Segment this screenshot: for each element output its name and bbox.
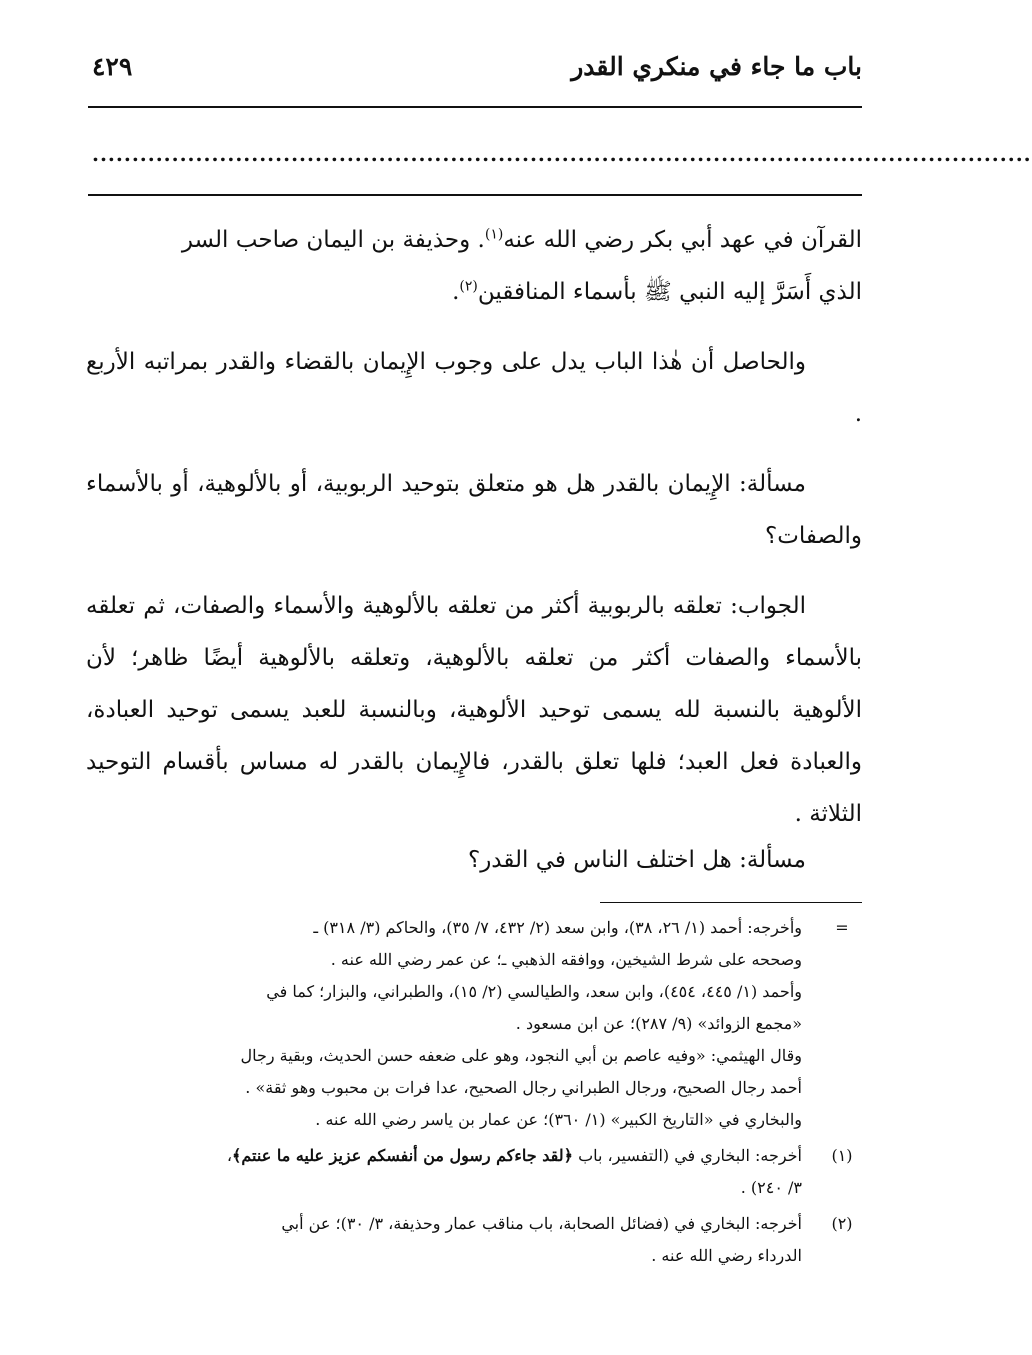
footnote-text: ، <box>226 1146 233 1165</box>
dotted-separator: ...................................................................................................................... <box>92 142 1032 166</box>
paragraph-text: الذي أَسَرَّ إليه النبي ﷺ بأسماء المنافقين <box>477 279 862 305</box>
footnote-text: أخرجه: البخاري في (التفسير، باب <box>572 1146 802 1165</box>
chapter-title: باب ما جاء في منكري القدر <box>571 52 862 81</box>
footnote-1 <box>86 1140 862 1204</box>
page-number: ٤٢٩ <box>92 52 133 81</box>
footnotes <box>86 912 862 1276</box>
footnote-line: وأخرجه: أحمد (١/ ٢٦، ٣٨)، وابن سعد (٢/ ٤٣٢، ٧/ ٣٥)، والحاكم (٣/ ٣١٨) ـ <box>313 918 802 937</box>
paragraph-text: . وحذيفة بن اليمان صاحب السر <box>181 227 485 253</box>
footnote-line: وقال الهيثمي: «وفيه عاصم بن أبي النجود، وهو على ضعفه حسن الحديث، وبقية رجال <box>240 1046 802 1065</box>
header-rule <box>88 106 862 108</box>
footnote-line: الدرداء رضي الله عنه . <box>651 1246 802 1265</box>
question-tawhid: مسألة: الإِيمان بالقدر هل هو متعلق بتوحيد الربوبية، أو بالألوهية، أو بالأسماء والصفات؟ <box>86 471 862 549</box>
footnote-line: أحمد رجال الصحيح، ورجال الطبراني رجال الصحيح، عدا فرات بن محبوب وهو ثقة» . <box>245 1078 802 1097</box>
paragraph-text: . <box>452 279 460 305</box>
footnote-ref-2: (٢) <box>459 278 478 295</box>
footnote-marker: (٢) <box>831 1214 853 1233</box>
section-rule <box>88 194 862 196</box>
footnote-line: والبخاري في «التاريخ الكبير» (١/ ٣٦٠)؛ عن عمار بن ياسر رضي الله عنه . <box>315 1110 802 1129</box>
footnote-continued <box>86 912 862 1136</box>
quran-verse: ﴿لقد جاءكم رسول من أنفسكم عزيز عليه ما عنتم﴾ <box>232 1146 573 1165</box>
footnote-line: «مجمع الزوائد» (٩/ ٢٨٧)؛ عن ابن مسعود . <box>515 1014 802 1033</box>
footnote-line <box>86 1140 802 1172</box>
footnote-rule <box>600 902 862 903</box>
question-disagreement: مسألة: هل اختلف الناس في القدر؟ <box>467 847 806 873</box>
footnote-2 <box>86 1208 862 1272</box>
footnote-line: وصححه على شرط الشيخين، ووافقه الذهبي ـ؛ عن عمر رضي الله عنه . <box>330 950 802 969</box>
footnote-marker: (١) <box>831 1146 853 1165</box>
answer-paragraph: الجواب: تعلقه بالربوبية أكثر من تعلقه بالألوهية والأسماء والصفات، ثم تعلقه بالأسماء والصفات أكثر من تعلقه بالألوهية، وتعلقه بالألوهية أيضًا ظاهر؛ لأن الألوهية بالنسبة لله يسمى توحيد الألوهية، وبالنسبة للعبد يسمى توحيد العبادة، والعبادة فعل العبد؛ فلها تعلق بالقدر، فالإِيمان بالقدر له مساس بأقسام التوحيد الثلاثة . <box>86 593 862 827</box>
footnote-line: أخرجه: البخاري في (فضائل الصحابة، باب مناقب عمار وحذيفة، ٣/ ٣٠)؛ عن أبي <box>281 1214 802 1233</box>
footnote-ref-1: (١) <box>484 226 504 243</box>
paragraph-continuation <box>86 214 862 318</box>
footnote-line: ٣/ ٢٤٠) . <box>740 1178 802 1197</box>
footnote-marker: = <box>835 918 849 937</box>
paragraph-text: القرآن في عهد أبي بكر رضي الله عنه <box>503 227 862 253</box>
footnote-line: وأحمد (١/ ٤٤٥، ٤٥٤)، وابن سعد، والطيالسي (٢/ ١٥)، والطبراني، والبزار؛ كما في <box>266 982 802 1001</box>
paragraph-conclusion: والحاصل أن هٰذا الباب يدل على وجوب الإِيمان بالقضاء والقدر بمراتبه الأربع . <box>86 349 862 427</box>
page-header <box>88 52 862 100</box>
